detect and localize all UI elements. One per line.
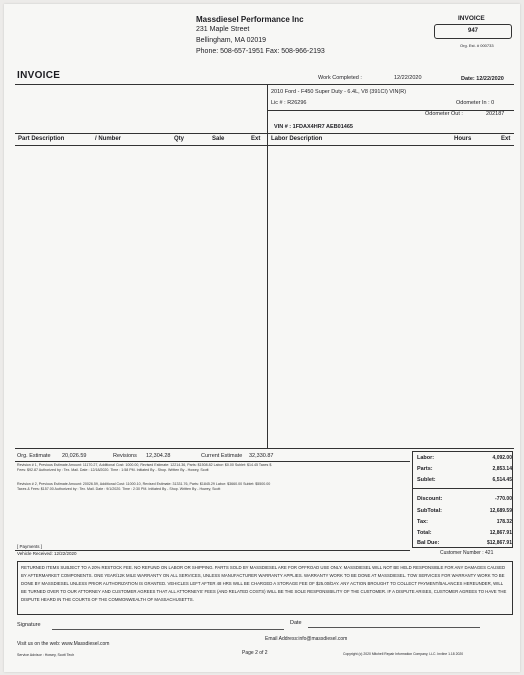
total-label: Total: xyxy=(417,530,432,536)
vehicle-received: Vehicle Received: 12/22/2020 xyxy=(17,551,77,556)
tax-value: 178.32 xyxy=(496,519,512,525)
odometer-out-value: 202187 xyxy=(486,111,505,117)
col-ext: Ext xyxy=(251,136,261,142)
footer-page-number: Page 2 of 2 xyxy=(242,650,268,656)
signature-line xyxy=(52,629,284,630)
revision-2-line-2: Taxes & Fees: $157.00 Authorized by : Tex. Mail. Date : 9/1/2020. Time : 2:30 PM. Initiated By - Shop. Written By - Howey, Scott xyxy=(17,487,221,491)
current-estimate-label: Current Estimate xyxy=(201,453,243,459)
vehicle-box-divider xyxy=(267,110,514,111)
company-street: 231 Maple Street xyxy=(196,26,250,33)
invoice-number-box xyxy=(434,24,512,39)
vehicle-description: 2010 Ford - F450 Super Duty - 6.4L, V8 (391CI) VIN(R) xyxy=(271,89,407,95)
revisions-label: Revisions xyxy=(113,453,137,459)
col-labor-ext: Ext xyxy=(501,136,511,142)
subtotal-value: 12,689.59 xyxy=(489,508,512,514)
current-estimate-value: 32,330.87 xyxy=(249,453,274,459)
vehicle-box-left-border xyxy=(267,84,268,133)
column-header-bottom-rule xyxy=(15,145,514,146)
col-labor-description: Labor Description xyxy=(271,136,323,142)
estimate-rule xyxy=(15,461,410,462)
invoice-date: Date: 12/22/2020 xyxy=(461,76,504,82)
discount-total: -770.00 xyxy=(495,496,512,502)
company-city: Bellingham, MA 02019 xyxy=(196,37,267,44)
invoice-title: INVOICE xyxy=(17,70,61,81)
footer-service-advisor: Service Advisor : Howey, Scott Tech xyxy=(17,653,75,657)
revision-2-line-1: Revision # 2, Previous Estimate Amount: 20026.59, Additional Cost: 11000.10, Revised Estimate: 31331.76, Parts: $1845.29 Labor: $3660.00 Sublet: $5500.00 xyxy=(17,482,271,486)
sublet-total: 6,514.45 xyxy=(492,477,512,483)
revisions-value: 12,304.28 xyxy=(146,453,171,459)
invoice-box-label: INVOICE xyxy=(458,15,485,22)
subtotal-label: SubTotal: xyxy=(417,508,442,514)
work-completed-date: 12/22/2020 xyxy=(394,75,422,81)
payments-label: [ Payments ] xyxy=(17,544,43,549)
header-rule xyxy=(15,84,514,85)
footer-website: Visit us on the web: www.Massdiesel.com xyxy=(17,641,110,647)
revision-1-line-1: Revision # 1, Previous Estimate Amount: 11170.27, Additional Cost: 1000.00, Revised Estimate: 12214.36, Parts: $1508.82 Labor: $0.00 Sublet: $14.45 Taxes $ xyxy=(17,463,272,467)
org-estimate-label: Org. Estimate xyxy=(17,453,51,459)
footer-copyright: Copyright (c) 2020 Mitchell Repair Information Company, LLC. Invline 1.18 2020 xyxy=(343,652,464,656)
work-completed-label: Work Completed : xyxy=(318,75,362,81)
vin-number: VIN # : 1FDAX4HR7 AEB01465 xyxy=(274,124,353,130)
parts-label: Parts: xyxy=(417,466,433,472)
body-bottom-rule xyxy=(15,448,514,449)
company-phone-fax: Phone: 508-657-1951 Fax: 508-966-2193 xyxy=(196,48,325,55)
signature-label: Signature xyxy=(17,622,41,628)
original-estimate-number: Org. Est. # 000733 xyxy=(460,43,494,48)
totals-divider xyxy=(412,488,513,489)
customer-number: Customer Number : 421 xyxy=(440,550,494,556)
col-number: / Number xyxy=(95,136,122,142)
odometer-in: Odometer In : 0 xyxy=(456,100,495,106)
org-estimate-value: 20,026.59 xyxy=(62,453,87,459)
col-qty: Qty xyxy=(174,136,185,142)
column-header-top-rule xyxy=(15,133,514,134)
labor-label: Labor: xyxy=(417,455,435,461)
col-sale: Sale xyxy=(212,136,225,142)
revision-1-line-2: Fees: $92.87 Authorized by : Tex. Mail. Date : 12/18/2020. Time : 1:58 PM. Initiated By - Shop. Written By - Howey, Scott xyxy=(17,468,209,472)
company-name: Massdiesel Performance Inc xyxy=(196,15,304,24)
footer-email: Email Address:info@massdiesel.com xyxy=(265,636,348,642)
parts-total: 2,853.14 xyxy=(492,466,512,472)
balance-due-label: Bal Due: xyxy=(417,540,440,546)
date-line xyxy=(308,627,480,628)
balance-due-value: $12,867.91 xyxy=(486,540,512,546)
col-hours: Hours xyxy=(454,136,472,142)
invoice-number: 947 xyxy=(467,28,478,34)
tax-label: Tax: xyxy=(417,519,428,525)
parts-labor-divider xyxy=(267,133,268,448)
discount-label: Discount: xyxy=(417,496,443,502)
terms-disclaimer: RETURNED ITEMS SUBJECT TO A 20% RESTOCK FEE. NO REFUND ON LABOR OR SHIPPING. PARTS SOLD BY MASSDIESEL ARE FOR OFFROAD USE ONLY. MASSDIESEL WILL NOT BE HELD RESPONSIBLE FOR ANY DAMAGES CAUSED BY AFTERMARKET COMPONENTS. ONE YEAR/12K MILE WARRANTY ON ALL SERVICES, UNLESS MANUFACTURER WARRANTY APPLIES. WARRANTY WORK TO BE DONE AT MASSDIESEL. TOW SERVICES FOR WARRANTY WORK TO BE DONE BY MASSDIESEL UNLESS PRIOR AUTHORIZATION IS GRANTED. VEHICLES LEFT AFTER 48 HRS WILL BE CHARGED A STORAGE FEE OF $25.00/DAY. ANY ACTION BROUGHT TO COLLECT PAYMENT/BALANCES HEREUNDER, WILL BE TURNED OVER TO OUR ATTORNEY AND CUSTOMER AGREES THAT ALL ATTORNEYS' FEES (AND RELATED COSTS) WILL BE THE SOLE RESPONSIBILITY OF THE CUSTOMER. IF A DISPUTE ARISES, CUSTOMER AGREES TO HAVE THE DISPUTE HEARD IN THE COURTS OF THE COMMONWEALTH OF MASSACHUSETTS. xyxy=(17,561,513,615)
sublet-label: Sublet: xyxy=(417,477,436,483)
license-number: Lic # : R26296 xyxy=(271,100,307,106)
col-part-description: Part Description xyxy=(18,136,65,142)
labor-total: 4,092.00 xyxy=(492,455,512,461)
total-value: 12,867.91 xyxy=(489,530,512,536)
date-label: Date xyxy=(290,620,302,626)
odometer-out-label: Odometer Out : xyxy=(425,111,463,117)
